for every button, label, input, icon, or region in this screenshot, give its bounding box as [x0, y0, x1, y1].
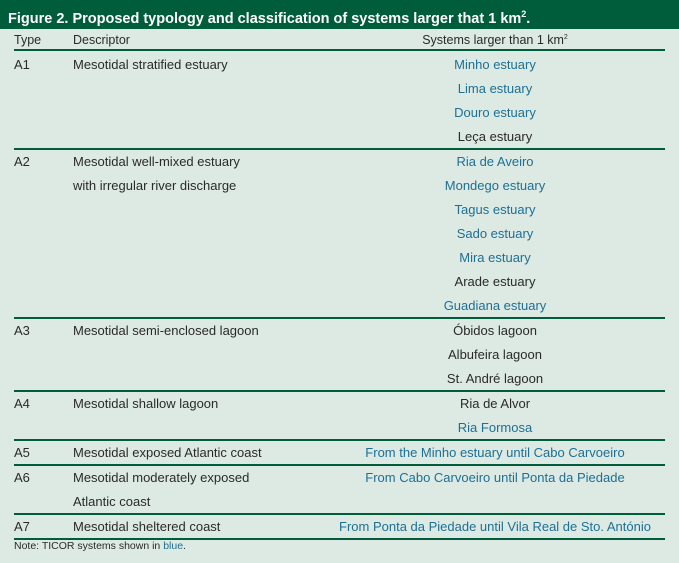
row-line [0, 101, 679, 125]
row-line [0, 53, 679, 77]
row-line [0, 515, 679, 539]
row-line [0, 270, 679, 294]
system-name: Ria Formosa [457, 420, 533, 435]
row-line [0, 294, 679, 318]
system-name: Minho estuary [454, 57, 536, 72]
table-row [0, 441, 679, 465]
row-line [0, 441, 679, 465]
header-type: Type [14, 33, 42, 47]
header-rule [14, 49, 665, 51]
system-name: Sado estuary [456, 226, 534, 241]
descriptor-text: with irregular river discharge [73, 178, 237, 193]
table-row [0, 466, 679, 514]
table-row [0, 392, 679, 440]
table-header [0, 33, 679, 49]
descriptor-text: Mesotidal well-mixed estuary [73, 154, 240, 169]
type-code: A2 [14, 154, 30, 169]
system-name: Douro estuary [454, 105, 536, 120]
system-name: Arade estuary [454, 274, 536, 289]
system-name: From Ponta da Piedade until Vila Real de Sto. António [339, 519, 651, 534]
row-line [0, 319, 679, 343]
row-line [0, 466, 679, 490]
system-name: Mira estuary [459, 250, 531, 265]
type-code: A7 [14, 519, 30, 534]
row-line [0, 77, 679, 101]
descriptor-text: Mesotidal moderately exposed [73, 470, 250, 485]
header-descriptor: Descriptor [73, 33, 130, 47]
descriptor-text: Mesotidal shallow lagoon [73, 396, 219, 411]
system-name: Leça estuary [457, 129, 533, 144]
type-code: A6 [14, 470, 30, 485]
row-line [0, 125, 679, 149]
descriptor-text: Atlantic coast [73, 494, 151, 509]
row-line [0, 392, 679, 416]
row-line [0, 490, 679, 514]
row-line [0, 343, 679, 367]
row-line [0, 246, 679, 270]
row-line [0, 174, 679, 198]
table-row [0, 515, 679, 539]
type-code: A5 [14, 445, 30, 460]
system-name: Guadiana estuary [443, 298, 547, 313]
row-line [0, 150, 679, 174]
type-code: A3 [14, 323, 30, 338]
row-line [0, 222, 679, 246]
type-code: A4 [14, 396, 30, 411]
system-name: From Cabo Carvoeiro until Ponta da Piedade [365, 470, 625, 485]
system-name: Tagus estuary [454, 202, 536, 217]
row-line [0, 367, 679, 391]
row-line [0, 416, 679, 440]
system-name: Lima estuary [457, 81, 533, 96]
system-name: Ria de Aveiro [456, 154, 534, 169]
descriptor-text: Mesotidal stratified estuary [73, 57, 228, 72]
footnote: Note: TICOR systems shown in blue. [14, 540, 186, 552]
descriptor-text: Mesotidal semi-enclosed lagoon [73, 323, 259, 338]
system-name: Óbidos lagoon [453, 323, 537, 338]
system-name: St. André lagoon [446, 371, 544, 386]
table-row [0, 319, 679, 391]
system-name: From the Minho estuary until Cabo Carvoeiro [365, 445, 625, 460]
type-code: A1 [14, 57, 30, 72]
header-systems: Systems larger than 1 $km^2$ [422, 33, 568, 47]
row-line [0, 198, 679, 222]
system-name: Ria de Alvor [459, 396, 531, 411]
figure-title: Figure 2. Proposed typology and classification of systems larger that 1 $km^2$. [0, 0, 679, 29]
system-name: Mondego estuary [444, 178, 546, 193]
descriptor-text: Mesotidal sheltered coast [73, 519, 221, 534]
descriptor-text: Mesotidal exposed Atlantic coast [73, 445, 262, 460]
table-row [0, 53, 679, 149]
system-name: Albufeira lagoon [448, 347, 542, 362]
table-row [0, 150, 679, 318]
